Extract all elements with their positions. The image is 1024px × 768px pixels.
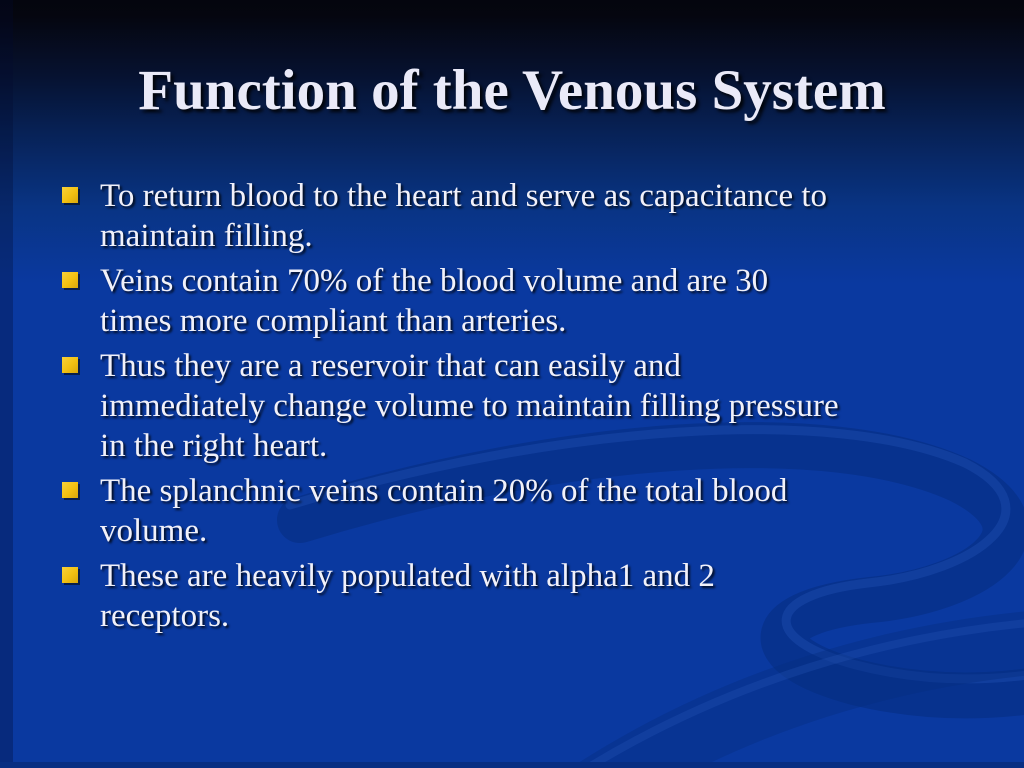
bullet-item — [62, 176, 994, 256]
bullet-text-line: Veins contain 70% of the blood volume and are 30 — [100, 262, 769, 299]
bullet-text — [100, 346, 839, 466]
bullet-list — [0, 176, 994, 636]
bullet-item — [62, 471, 994, 551]
bullet-text — [100, 176, 827, 256]
bullet-text-line: To return blood to the heart and serve as capacitance to — [100, 177, 828, 214]
bullet-item — [62, 556, 994, 636]
bullet-square-icon — [62, 187, 78, 203]
bullet-text-line: Thus they are a reservoir that can easily and — [100, 347, 681, 384]
bullet-square-icon — [62, 567, 78, 583]
bullet-square-icon — [62, 482, 78, 498]
bullet-text-line: volume. — [100, 512, 208, 549]
bullet-text — [100, 261, 768, 341]
bullet-text-line: receptors. — [100, 597, 230, 634]
bullet-text-line: in the right heart. — [100, 427, 328, 464]
bullet-text-line: The splanchnic veins contain 20% of the total blood — [100, 472, 788, 509]
bullet-text-line: maintain filling. — [100, 217, 313, 254]
bullet-text-line: These are heavily populated with alpha1 and 2 — [100, 557, 715, 594]
bullet-square-icon — [62, 272, 78, 288]
bullet-text-line: immediately change volume to maintain filling pressure — [100, 387, 839, 424]
bullet-text — [100, 471, 787, 551]
bullet-text-line: times more compliant than arteries. — [100, 302, 567, 339]
bullet-item — [62, 346, 994, 466]
bullet-square-icon — [62, 357, 78, 373]
bullet-item — [62, 261, 994, 341]
slide-title: Function of the Venous System — [138, 59, 886, 122]
bullet-text — [100, 556, 715, 636]
bottom-edge-strip — [0, 762, 1024, 768]
